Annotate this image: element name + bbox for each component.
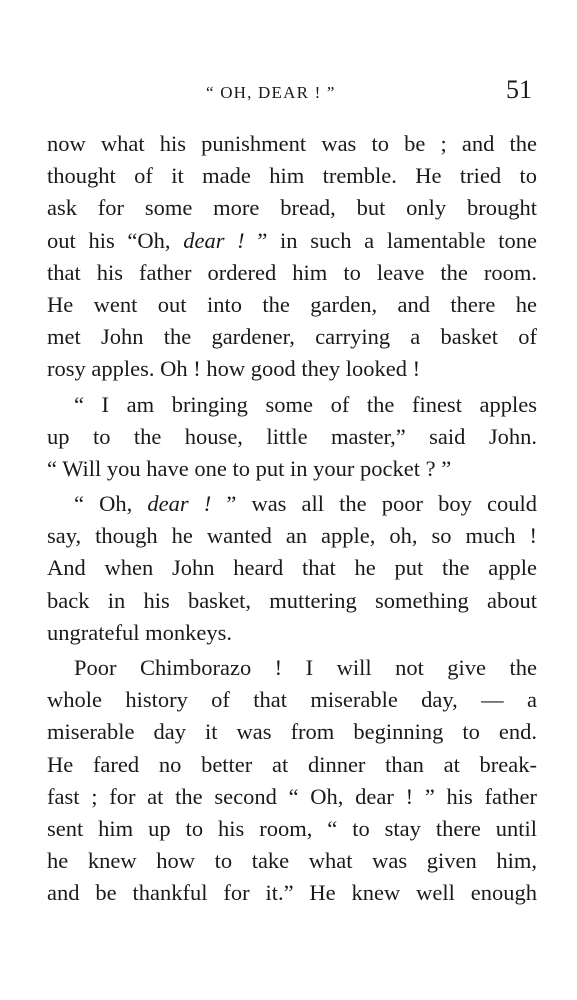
text-line: And when John heard that he put the apple xyxy=(47,555,537,581)
text-line: back in his basket, muttering something about xyxy=(47,587,537,613)
text-line: He went out into the garden, and there he xyxy=(47,291,537,317)
text-line: up to the house, little master,” said John. xyxy=(47,423,537,449)
running-head xyxy=(0,75,577,111)
text-line: miserable day it was from beginning to end. xyxy=(47,719,537,745)
text-line: ask for some more bread, but only brought xyxy=(47,195,537,221)
text-line: fast ; for at the second “ Oh, dear ! ” his father xyxy=(47,783,537,809)
text-line: ungrateful monkeys. xyxy=(47,619,232,645)
text-line: now what his punishment was to be ; and the xyxy=(47,131,537,156)
paragraph xyxy=(47,488,537,649)
text-line: out his “Oh, dear ! ” in such a lamentable tone xyxy=(47,227,537,253)
text-line: met John the gardener, carrying a basket of xyxy=(47,324,537,350)
text-line: He fared no better at dinner than at break- xyxy=(47,751,537,777)
text-line: “ I am bringing some of the finest apples xyxy=(74,391,537,417)
text-line: he knew how to take what was given him, xyxy=(47,848,537,874)
text-line: whole history of that miserable day, — a xyxy=(47,687,537,713)
page-number: 51 xyxy=(506,75,532,104)
running-title: “ OH, DEAR ! ” xyxy=(206,83,336,102)
text-line: that his father ordered him to leave the room. xyxy=(47,259,537,285)
text-line: say, though he wanted an apple, oh, so much ! xyxy=(47,523,537,549)
paragraph xyxy=(47,128,537,386)
body-text xyxy=(47,128,537,910)
text-line: sent him up to his room, “ to stay there until xyxy=(47,815,537,841)
text-line: rosy apples. Oh ! how good they looked ! xyxy=(47,356,421,382)
text-line: “ Oh, dear ! ” was all the poor boy could xyxy=(74,491,537,517)
text-line: and be thankful for it.” He knew well enough xyxy=(47,880,537,906)
paragraph xyxy=(47,389,537,486)
paragraph xyxy=(47,652,537,910)
text-line: “ Will you have one to put in your pocket ? ” xyxy=(47,455,452,481)
text-line: thought of it made him tremble. He tried to xyxy=(47,163,537,189)
text-line: Poor Chimborazo ! I will not give the xyxy=(74,655,537,680)
